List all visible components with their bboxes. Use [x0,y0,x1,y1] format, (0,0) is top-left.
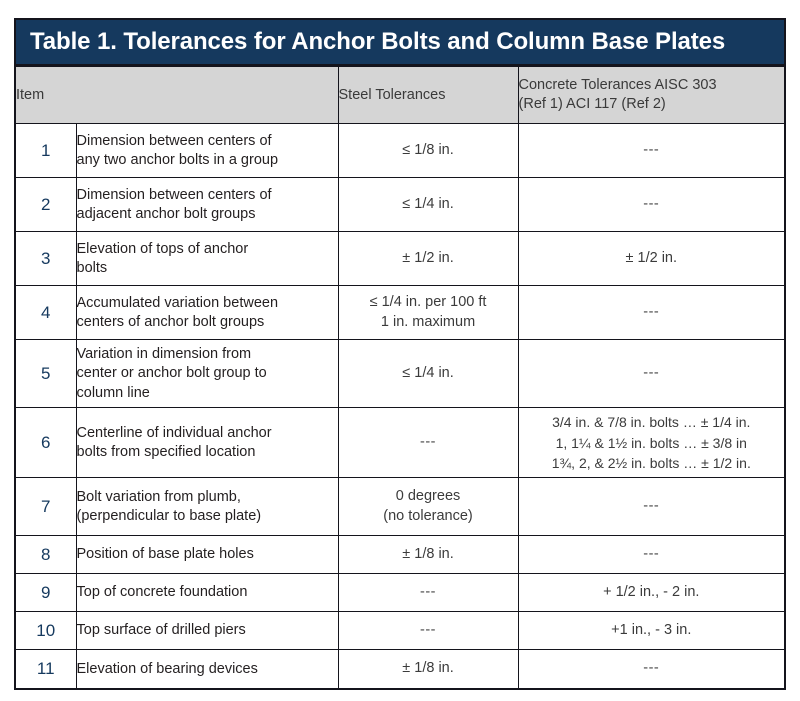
row-steel-tolerance: --- [338,574,518,612]
row-description-line2: (perpendicular to base plate) [76,507,262,524]
tolerances-table-container [14,18,786,690]
row-number: 6 [16,408,76,478]
row-steel-tolerance [338,478,518,536]
row-description: Top of concrete foundation [76,574,338,612]
row-steel-tolerance: ± 1/8 in. [338,536,518,574]
row-number: 8 [16,536,76,574]
row-description-line2: adjacent anchor bolt groups [76,205,256,222]
row-concrete-tolerance [518,408,784,478]
row-concrete-tolerance: --- [518,340,784,408]
header-row [16,67,784,124]
row-number: 1 [16,124,76,178]
table-title: Table 1. Tolerances for Anchor Bolts and Column Base Plates [16,20,784,66]
row-description-line2: centers of anchor bolt groups [76,313,265,330]
row-steel-tolerance: ± 1/2 in. [338,232,518,286]
table-row [16,478,784,536]
row-concrete-tolerance: --- [518,478,784,536]
row-concrete-tolerance: --- [518,286,784,340]
table-row [16,124,784,178]
table-row [16,178,784,232]
row-steel-tolerance: ± 1/8 in. [338,650,518,688]
row-concrete-tolerance: + 1/2 in., - 2 in. [518,574,784,612]
row-steel-tolerance [338,286,518,340]
row-description-line1: Bolt variation from plumb, [76,488,241,505]
table-body [16,124,784,688]
row-number: 10 [16,612,76,650]
row-description-line1: Centerline of individual anchor [76,424,272,441]
row-description-line2: center or anchor bolt group to [76,365,267,382]
row-concrete-tolerance: --- [518,650,784,688]
column-header-item: Item [16,67,338,124]
table-row [16,286,784,340]
row-steel-tolerance: ≤ 1/4 in. [338,340,518,408]
row-description: Elevation of bearing devices [76,650,338,688]
row-description [76,286,338,340]
table-row [16,574,784,612]
column-header-steel-tolerances: Steel Tolerances [338,67,518,124]
table-header [16,67,784,124]
row-number: 7 [16,478,76,536]
row-steel-tolerance: ≤ 1/8 in. [338,124,518,178]
table-row [16,536,784,574]
row-concrete-tolerance: +1 in., - 3 in. [518,612,784,650]
row-steel-tolerance: --- [338,408,518,478]
row-number: 3 [16,232,76,286]
row-concrete-tolerance: --- [518,124,784,178]
row-description [76,408,338,478]
row-description: Position of base plate holes [76,536,338,574]
column-header-concrete-line2: (Ref 1) ACI 117 (Ref 2) [518,96,666,113]
row-concrete-tolerance: --- [518,536,784,574]
column-header-concrete-line1: Concrete Tolerances AISC 303 [518,76,717,93]
row-description-line3: column line [76,384,150,401]
row-description-line1: Variation in dimension from [76,346,252,363]
row-number: 9 [16,574,76,612]
row-description-line2: any two anchor bolts in a group [76,151,279,168]
table-row [16,232,784,286]
tolerances-table [16,66,784,688]
row-concrete-tolerance: --- [518,178,784,232]
table-row [16,340,784,408]
row-concrete-tolerance-line3: 1¾, 2, & 2½ in. bolts … ± 1/2 in. [551,455,751,472]
row-number: 5 [16,340,76,408]
table-row [16,650,784,688]
row-number: 4 [16,286,76,340]
column-header-concrete-tolerances [518,67,784,124]
row-steel-tolerance-line1: ≤ 1/4 in. per 100 ft [369,294,487,311]
row-description [76,340,338,408]
row-steel-tolerance-line1: 0 degrees [395,488,461,505]
row-description [76,232,338,286]
row-description-line2: bolts [76,259,108,276]
row-description [76,478,338,536]
row-number: 2 [16,178,76,232]
table-row [16,408,784,478]
row-concrete-tolerance: ± 1/2 in. [518,232,784,286]
row-description-line1: Accumulated variation between [76,294,279,311]
row-description-line1: Dimension between centers of [76,132,272,149]
row-description-line2: bolts from specified location [76,443,256,460]
row-steel-tolerance: ≤ 1/4 in. [338,178,518,232]
row-concrete-tolerance-line1: 3/4 in. & 7/8 in. bolts … ± 1/4 in. [552,414,751,431]
row-steel-tolerance-line2: (no tolerance) [383,507,473,524]
row-steel-tolerance: --- [338,612,518,650]
row-description-line1: Dimension between centers of [76,186,272,203]
row-description [76,124,338,178]
row-description [76,178,338,232]
row-steel-tolerance-line2: 1 in. maximum [380,313,476,330]
table-row [16,612,784,650]
row-number: 11 [16,650,76,688]
row-concrete-tolerance-line2: 1, 1¼ & 1½ in. bolts … ± 3/8 in [555,434,747,451]
row-description: Top surface of drilled piers [76,612,338,650]
row-description-line1: Elevation of tops of anchor [76,240,249,257]
